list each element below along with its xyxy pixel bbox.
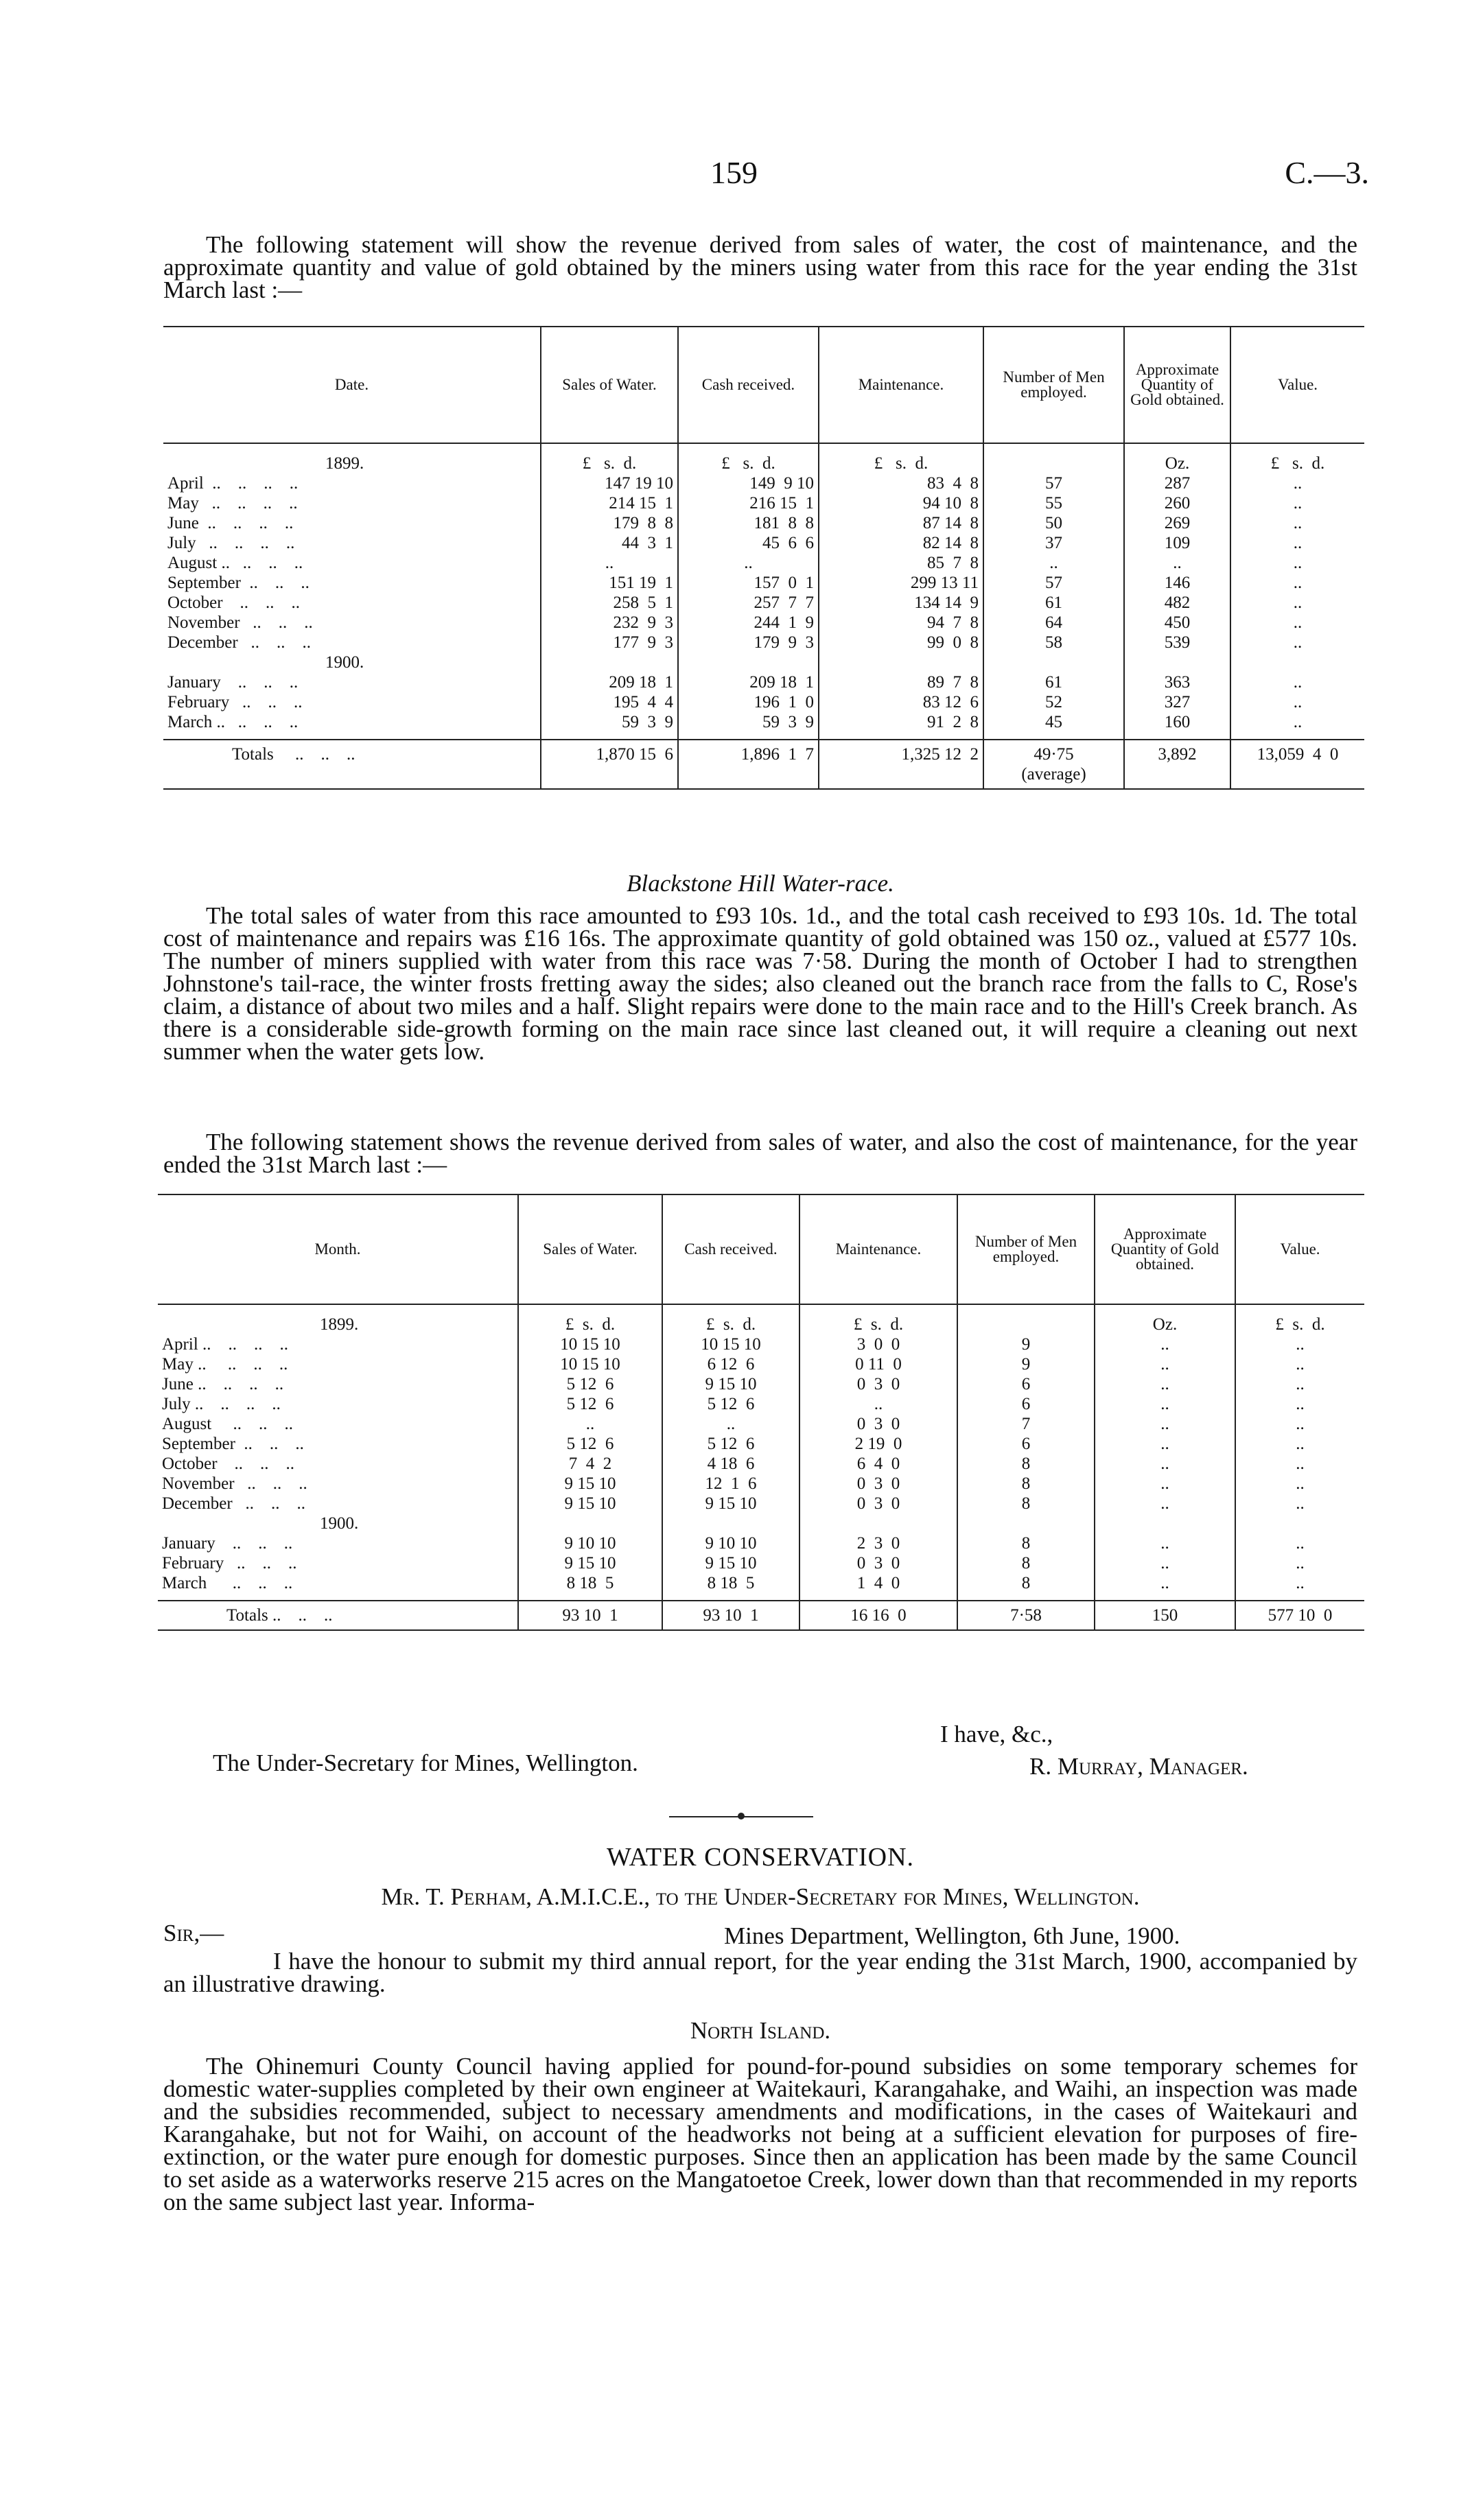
section-title: Blackstone Hill Water-race. (627, 870, 894, 897)
separator-ornament (738, 1813, 745, 1820)
section-heading: WATER CONSERVATION. (606, 1843, 915, 1872)
cell: 1,325 12 2 (819, 740, 983, 789)
cell: 10 15 10 (518, 1354, 662, 1374)
cell: .. (1095, 1394, 1235, 1414)
cell: 160 (1124, 712, 1230, 740)
table-row (158, 1354, 1364, 1374)
cell: 244 1 9 (678, 613, 819, 633)
column-header: Approximate Quantity of Gold obtained. (1124, 327, 1230, 443)
column-header: Value. (1235, 1194, 1364, 1304)
cell: 9 15 10 (662, 1374, 799, 1394)
cell: Totals .. .. .. (163, 740, 541, 789)
cell: September .. .. .. (162, 1435, 304, 1453)
cell: 10 15 10 (518, 1334, 662, 1354)
cell: February .. .. .. (162, 1554, 297, 1573)
cell: .. (1124, 553, 1230, 573)
cell: 93 10 1 (518, 1601, 662, 1630)
cell: 1 4 0 (799, 1573, 957, 1601)
cell: .. (1235, 1354, 1364, 1374)
cell: 539 (1124, 633, 1230, 652)
cell: .. (1230, 513, 1364, 533)
cell: July .. .. .. .. (167, 534, 295, 552)
cell: 157 0 1 (678, 573, 819, 593)
cell: 9 15 10 (662, 1553, 799, 1573)
table-row (158, 1454, 1364, 1474)
cell: 9 (957, 1354, 1095, 1374)
cell: .. (1095, 1553, 1235, 1573)
cell: 150 (1095, 1601, 1235, 1630)
page-number: 159 (710, 155, 758, 190)
cell: .. (1230, 593, 1364, 613)
unit-label: £ s. d. (1235, 1304, 1364, 1334)
cell: .. (799, 1394, 957, 1414)
cell: 209 18 1 (541, 672, 678, 692)
intro-paragraph: The following statement will show the revenue derived from sales of water, the cost of maintenance, and the approximate quantity and value of gold obtained by the miners using water from this race for the year ending the 31st March last :— (163, 231, 1357, 303)
cell: 6 (957, 1434, 1095, 1454)
cell: .. (1095, 1454, 1235, 1474)
unit-label: £ s. d. (1230, 443, 1364, 473)
cell: 8 (957, 1533, 1095, 1553)
table-row (158, 1394, 1364, 1414)
table-row (158, 1474, 1364, 1494)
cell: 179 9 3 (678, 633, 819, 652)
cell: 7 4 2 (518, 1454, 662, 1474)
cell: 94 7 8 (819, 613, 983, 633)
cell: 89 7 8 (819, 672, 983, 692)
cell: 482 (1124, 593, 1230, 613)
table-row (163, 692, 1364, 712)
cell: 6 (957, 1394, 1095, 1414)
cell: .. (1095, 1334, 1235, 1354)
cell: .. (1235, 1533, 1364, 1553)
unit-label (957, 1304, 1095, 1334)
cell: .. (1230, 633, 1364, 652)
cell: .. (1230, 473, 1364, 493)
cell: .. (1230, 613, 1364, 633)
table-row (163, 613, 1364, 633)
cell: .. (1235, 1374, 1364, 1394)
cell: 8 (957, 1573, 1095, 1601)
cell: January .. .. .. (167, 673, 299, 692)
table-row (163, 513, 1364, 533)
cell: .. (1095, 1414, 1235, 1434)
table-row (158, 1374, 1364, 1394)
cell: .. (1095, 1374, 1235, 1394)
cell: .. (1230, 712, 1364, 740)
cell: December .. .. .. (167, 633, 311, 652)
cell: 0 3 0 (799, 1414, 957, 1434)
cell: 9 10 10 (518, 1533, 662, 1553)
cell: 149 9 10 (678, 473, 819, 493)
ohinemuri-paragraph: The Ohinemuri County Council having applied for pound-for-pound subsidies on some temporary schemes for domestic water-supplies completed by their own engineer at Waitekauri, Karangahake, and Waihi, an inspection was made and the subsidies recommended, subject to necessary amendments and modifications, in the cases of Waitekauri and Karangahake, but not for Waihi, on account of the headworks not being at a sufficient elevation for purposes of fire-extinction, or the water pure enough for domestic purposes. Since then an application has been made by the same Council to set aside as a waterworks reserve 215 acres on the Mangatoetoe Creek, lower down than that recommended in my reports on the same subject last year. Informa- (163, 2053, 1357, 2215)
cell: 94 10 8 (819, 493, 983, 513)
cell: 8 18 5 (518, 1573, 662, 1601)
cell: May .. .. .. .. (167, 494, 298, 513)
cell: July .. .. .. .. (162, 1395, 281, 1413)
cell: 5 12 6 (518, 1374, 662, 1394)
cell: August .. .. .. .. (167, 554, 303, 572)
cell: 61 (983, 593, 1124, 613)
cell: 195 4 4 (541, 692, 678, 712)
cell: .. (1235, 1394, 1364, 1414)
column-header: Value. (1230, 327, 1364, 443)
cell: 5 12 6 (662, 1394, 799, 1414)
cell: 2 3 0 (799, 1533, 957, 1553)
cell: 83 12 6 (819, 692, 983, 712)
cell: April .. .. .. .. (162, 1335, 289, 1354)
cell: 91 2 8 (819, 712, 983, 740)
table-row (163, 712, 1364, 740)
statement-intro: The following statement shows the revenue derived from sales of water, and also the cost of maintenance, for the year ended the 31st March last :— (163, 1129, 1357, 1178)
cell: 1,870 15 6 (541, 740, 678, 789)
cell: .. (1235, 1474, 1364, 1494)
cell: 85 7 8 (819, 553, 983, 573)
document-code: C.—3. (1285, 155, 1369, 190)
cell: Totals .. .. .. (158, 1601, 518, 1630)
cell: 5 12 6 (662, 1434, 799, 1454)
cell: .. (1235, 1553, 1364, 1573)
cell: October .. .. .. (167, 593, 301, 612)
cell: 1,896 1 7 (678, 740, 819, 789)
cell: 214 15 1 (541, 493, 678, 513)
cell: December .. .. .. (162, 1494, 305, 1513)
table-row (158, 1494, 1364, 1514)
column-header: Maintenance. (819, 327, 983, 443)
unit-label: Oz. (1095, 1304, 1235, 1334)
year-label: 1900. (325, 653, 364, 672)
totals-row (163, 740, 1364, 789)
cell: 9 15 10 (662, 1494, 799, 1514)
table-row (163, 633, 1364, 652)
subheading: North Island. (690, 2017, 831, 2044)
cell: 327 (1124, 692, 1230, 712)
cell: October .. .. .. (162, 1455, 295, 1473)
cell: 8 (957, 1553, 1095, 1573)
cell: 44 3 1 (541, 533, 678, 553)
cell: 9 10 10 (662, 1533, 799, 1553)
cell: November .. .. .. (162, 1474, 307, 1493)
cell: 0 3 0 (799, 1474, 957, 1494)
cell: .. (1230, 533, 1364, 553)
cell: .. (1095, 1474, 1235, 1494)
place-date: Mines Department, Wellington, 6th June, 1900. (724, 1922, 1180, 1949)
cell: March .. .. .. (162, 1574, 293, 1592)
cell: 83 4 8 (819, 473, 983, 493)
column-header: Month. (314, 1240, 361, 1258)
blackstone-paragraph: The total sales of water from this race amounted to £93 10s. 1d., and the total cash received to £93 10s. 1d. The total cost of maintenance and repairs was £16 16s. The approximate quantity of gold obtained was 150 oz., valued at £577 10s. The number of miners supplied with water from this race was 7·58. During the month of October I had to strengthen Johnstone's tail-race, the winter frosts fretting away the sides; also cleaned out the branch race from the falls to C, Rose's claim, a distance of about two miles and a half. Slight repairs were done to the main race and to the Hill's Creek branch. As there is a considerable side-growth forming on the main race since last cleaned out, it will require a cleaning out next summer when the water gets low. (163, 902, 1357, 1065)
unit-label: £ s. d. (541, 443, 678, 473)
cell: .. (541, 553, 678, 573)
cell: 8 (957, 1454, 1095, 1474)
cell: 45 (983, 712, 1124, 740)
cell: .. (1095, 1354, 1235, 1374)
cell: 4 18 6 (662, 1454, 799, 1474)
cell: .. (1235, 1494, 1364, 1514)
cell: 9 15 10 (518, 1474, 662, 1494)
cell: June .. .. .. .. (167, 514, 294, 532)
cell: .. (983, 553, 1124, 573)
cell: .. (1230, 672, 1364, 692)
cell: 99 0 8 (819, 633, 983, 652)
unit-label: £ s. d. (678, 443, 819, 473)
cell: 287 (1124, 473, 1230, 493)
cell: 146 (1124, 573, 1230, 593)
cell: 0 3 0 (799, 1494, 957, 1514)
cell: 450 (1124, 613, 1230, 633)
cell: August .. .. .. (162, 1415, 293, 1433)
year-row (158, 1514, 1364, 1533)
column-header: Cash received. (662, 1194, 799, 1304)
signature: R. Murray, Manager. (1029, 1753, 1248, 1780)
cell: 57 (983, 573, 1124, 593)
cell: 49·75 (average) (983, 740, 1124, 789)
cell: .. (662, 1414, 799, 1434)
units-row (158, 1304, 1364, 1334)
cell: .. (1230, 553, 1364, 573)
cell: 9 (957, 1334, 1095, 1354)
cell: November .. .. .. (167, 613, 313, 632)
cell: 16 16 0 (799, 1601, 957, 1630)
cell: 6 4 0 (799, 1454, 957, 1474)
cell: .. (1095, 1494, 1235, 1514)
cell: 6 12 6 (662, 1354, 799, 1374)
table-header-row (158, 1194, 1364, 1304)
cell: 93 10 1 (662, 1601, 799, 1630)
cell: June .. .. .. .. (162, 1375, 284, 1393)
totals-row (158, 1601, 1364, 1630)
cell: 64 (983, 613, 1124, 633)
cell: .. (1095, 1533, 1235, 1553)
cell: 577 10 0 (1235, 1601, 1364, 1630)
revenue-table-2 (158, 1194, 1364, 1631)
units-row (163, 443, 1364, 473)
column-header: Approximate Quantity of Gold obtained. (1095, 1194, 1235, 1304)
cell: 196 1 0 (678, 692, 819, 712)
cell: .. (678, 553, 819, 573)
cell: 177 9 3 (541, 633, 678, 652)
table-row (158, 1434, 1364, 1454)
year-row (163, 652, 1364, 672)
table-row (163, 473, 1364, 493)
cell: 147 19 10 (541, 473, 678, 493)
cell: 179 8 8 (541, 513, 678, 533)
cell: 82 14 8 (819, 533, 983, 553)
unit-label: £ s. d. (662, 1304, 799, 1334)
cell: 8 18 5 (662, 1573, 799, 1601)
cell: 260 (1124, 493, 1230, 513)
cell: 3 0 0 (799, 1334, 957, 1354)
cell: .. (1235, 1414, 1364, 1434)
cell: 0 3 0 (799, 1374, 957, 1394)
cell: 9 15 10 (518, 1553, 662, 1573)
cell: 2 19 0 (799, 1434, 957, 1454)
cell: 58 (983, 633, 1124, 652)
cell: 134 14 9 (819, 593, 983, 613)
column-header: Sales of Water. (518, 1194, 662, 1304)
revenue-table-1 (163, 326, 1364, 790)
year-label: 1900. (320, 1514, 359, 1533)
closing-phrase: I have, &c., (940, 1721, 1053, 1747)
table-row (163, 573, 1364, 593)
column-header: Number of Men employed. (957, 1194, 1095, 1304)
column-header: Cash received. (678, 327, 819, 443)
unit-label: £ s. d. (819, 443, 983, 473)
report-intro: I have the honour to submit my third annual report, for the year ending the 31st March, 1900, accompanied by an illustrative drawing. (163, 1948, 1357, 1997)
cell: 12 1 6 (662, 1474, 799, 1494)
cell: 5 12 6 (518, 1434, 662, 1454)
cell: 50 (983, 513, 1124, 533)
cell: 9 15 10 (518, 1494, 662, 1514)
cell: 7·58 (957, 1601, 1095, 1630)
cell: 8 (957, 1494, 1095, 1514)
cell: .. (1235, 1573, 1364, 1601)
cell: January .. .. .. (162, 1534, 293, 1553)
cell: 7 (957, 1414, 1095, 1434)
unit-label: £ s. d. (518, 1304, 662, 1334)
cell: 181 8 8 (678, 513, 819, 533)
cell: .. (1230, 573, 1364, 593)
cell: March .. .. .. .. (167, 713, 299, 731)
table-row (158, 1414, 1364, 1434)
cell: 52 (983, 692, 1124, 712)
salutation: Sir,— (163, 1920, 224, 1946)
cell: 0 11 0 (799, 1354, 957, 1374)
cell: .. (1230, 493, 1364, 513)
cell: 0 3 0 (799, 1553, 957, 1573)
cell: .. (1095, 1434, 1235, 1454)
cell: 45 6 6 (678, 533, 819, 553)
cell: 8 (957, 1474, 1095, 1494)
cell: February .. .. .. (167, 693, 303, 711)
cell: .. (518, 1414, 662, 1434)
cell: 209 18 1 (678, 672, 819, 692)
from-line: Mr. T. Perham, A.M.I.C.E., to the Under-Secretary for Mines, Wellington. (381, 1883, 1140, 1910)
cell: May .. .. .. .. (162, 1355, 288, 1374)
cell: 151 19 1 (541, 573, 678, 593)
column-header: Date. (334, 376, 369, 393)
cell: 57 (983, 473, 1124, 493)
table-row (163, 553, 1364, 573)
cell: September .. .. .. (167, 574, 310, 592)
table-row (163, 493, 1364, 513)
cell: 299 13 11 (819, 573, 983, 593)
table-row (158, 1553, 1364, 1573)
column-header: Number of Men employed. (983, 327, 1124, 443)
unit-label: £ s. d. (799, 1304, 957, 1334)
cell: 232 9 3 (541, 613, 678, 633)
table-row (158, 1573, 1364, 1601)
cell: 87 14 8 (819, 513, 983, 533)
cell: .. (1235, 1434, 1364, 1454)
year-label: 1899. (325, 454, 364, 473)
year-label: 1899. (320, 1315, 359, 1334)
cell: 109 (1124, 533, 1230, 553)
cell: 37 (983, 533, 1124, 553)
table-row (163, 533, 1364, 553)
cell: 61 (983, 672, 1124, 692)
unit-label: Oz. (1124, 443, 1230, 473)
cell: 59 3 9 (541, 712, 678, 740)
cell: 6 (957, 1374, 1095, 1394)
cell: 257 7 7 (678, 593, 819, 613)
cell: 13,059 4 0 (1230, 740, 1364, 789)
cell: .. (1235, 1334, 1364, 1354)
table-header-row (163, 327, 1364, 443)
cell: .. (1095, 1573, 1235, 1601)
cell: 10 15 10 (662, 1334, 799, 1354)
table-row (163, 672, 1364, 692)
table-row (158, 1334, 1364, 1354)
cell: 3,892 (1124, 740, 1230, 789)
cell: .. (1230, 692, 1364, 712)
table-row (163, 593, 1364, 613)
cell: 363 (1124, 672, 1230, 692)
cell: .. (1235, 1454, 1364, 1474)
cell: 5 12 6 (518, 1394, 662, 1414)
cell: 55 (983, 493, 1124, 513)
table-row (158, 1533, 1364, 1553)
column-header: Maintenance. (799, 1194, 957, 1304)
cell: 258 5 1 (541, 593, 678, 613)
column-header: Sales of Water. (541, 327, 678, 443)
cell: 269 (1124, 513, 1230, 533)
cell: 59 3 9 (678, 712, 819, 740)
cell: 216 15 1 (678, 493, 819, 513)
addressee: The Under-Secretary for Mines, Wellington. (213, 1750, 638, 1776)
unit-label (983, 443, 1124, 473)
cell: April .. .. .. .. (167, 474, 299, 493)
